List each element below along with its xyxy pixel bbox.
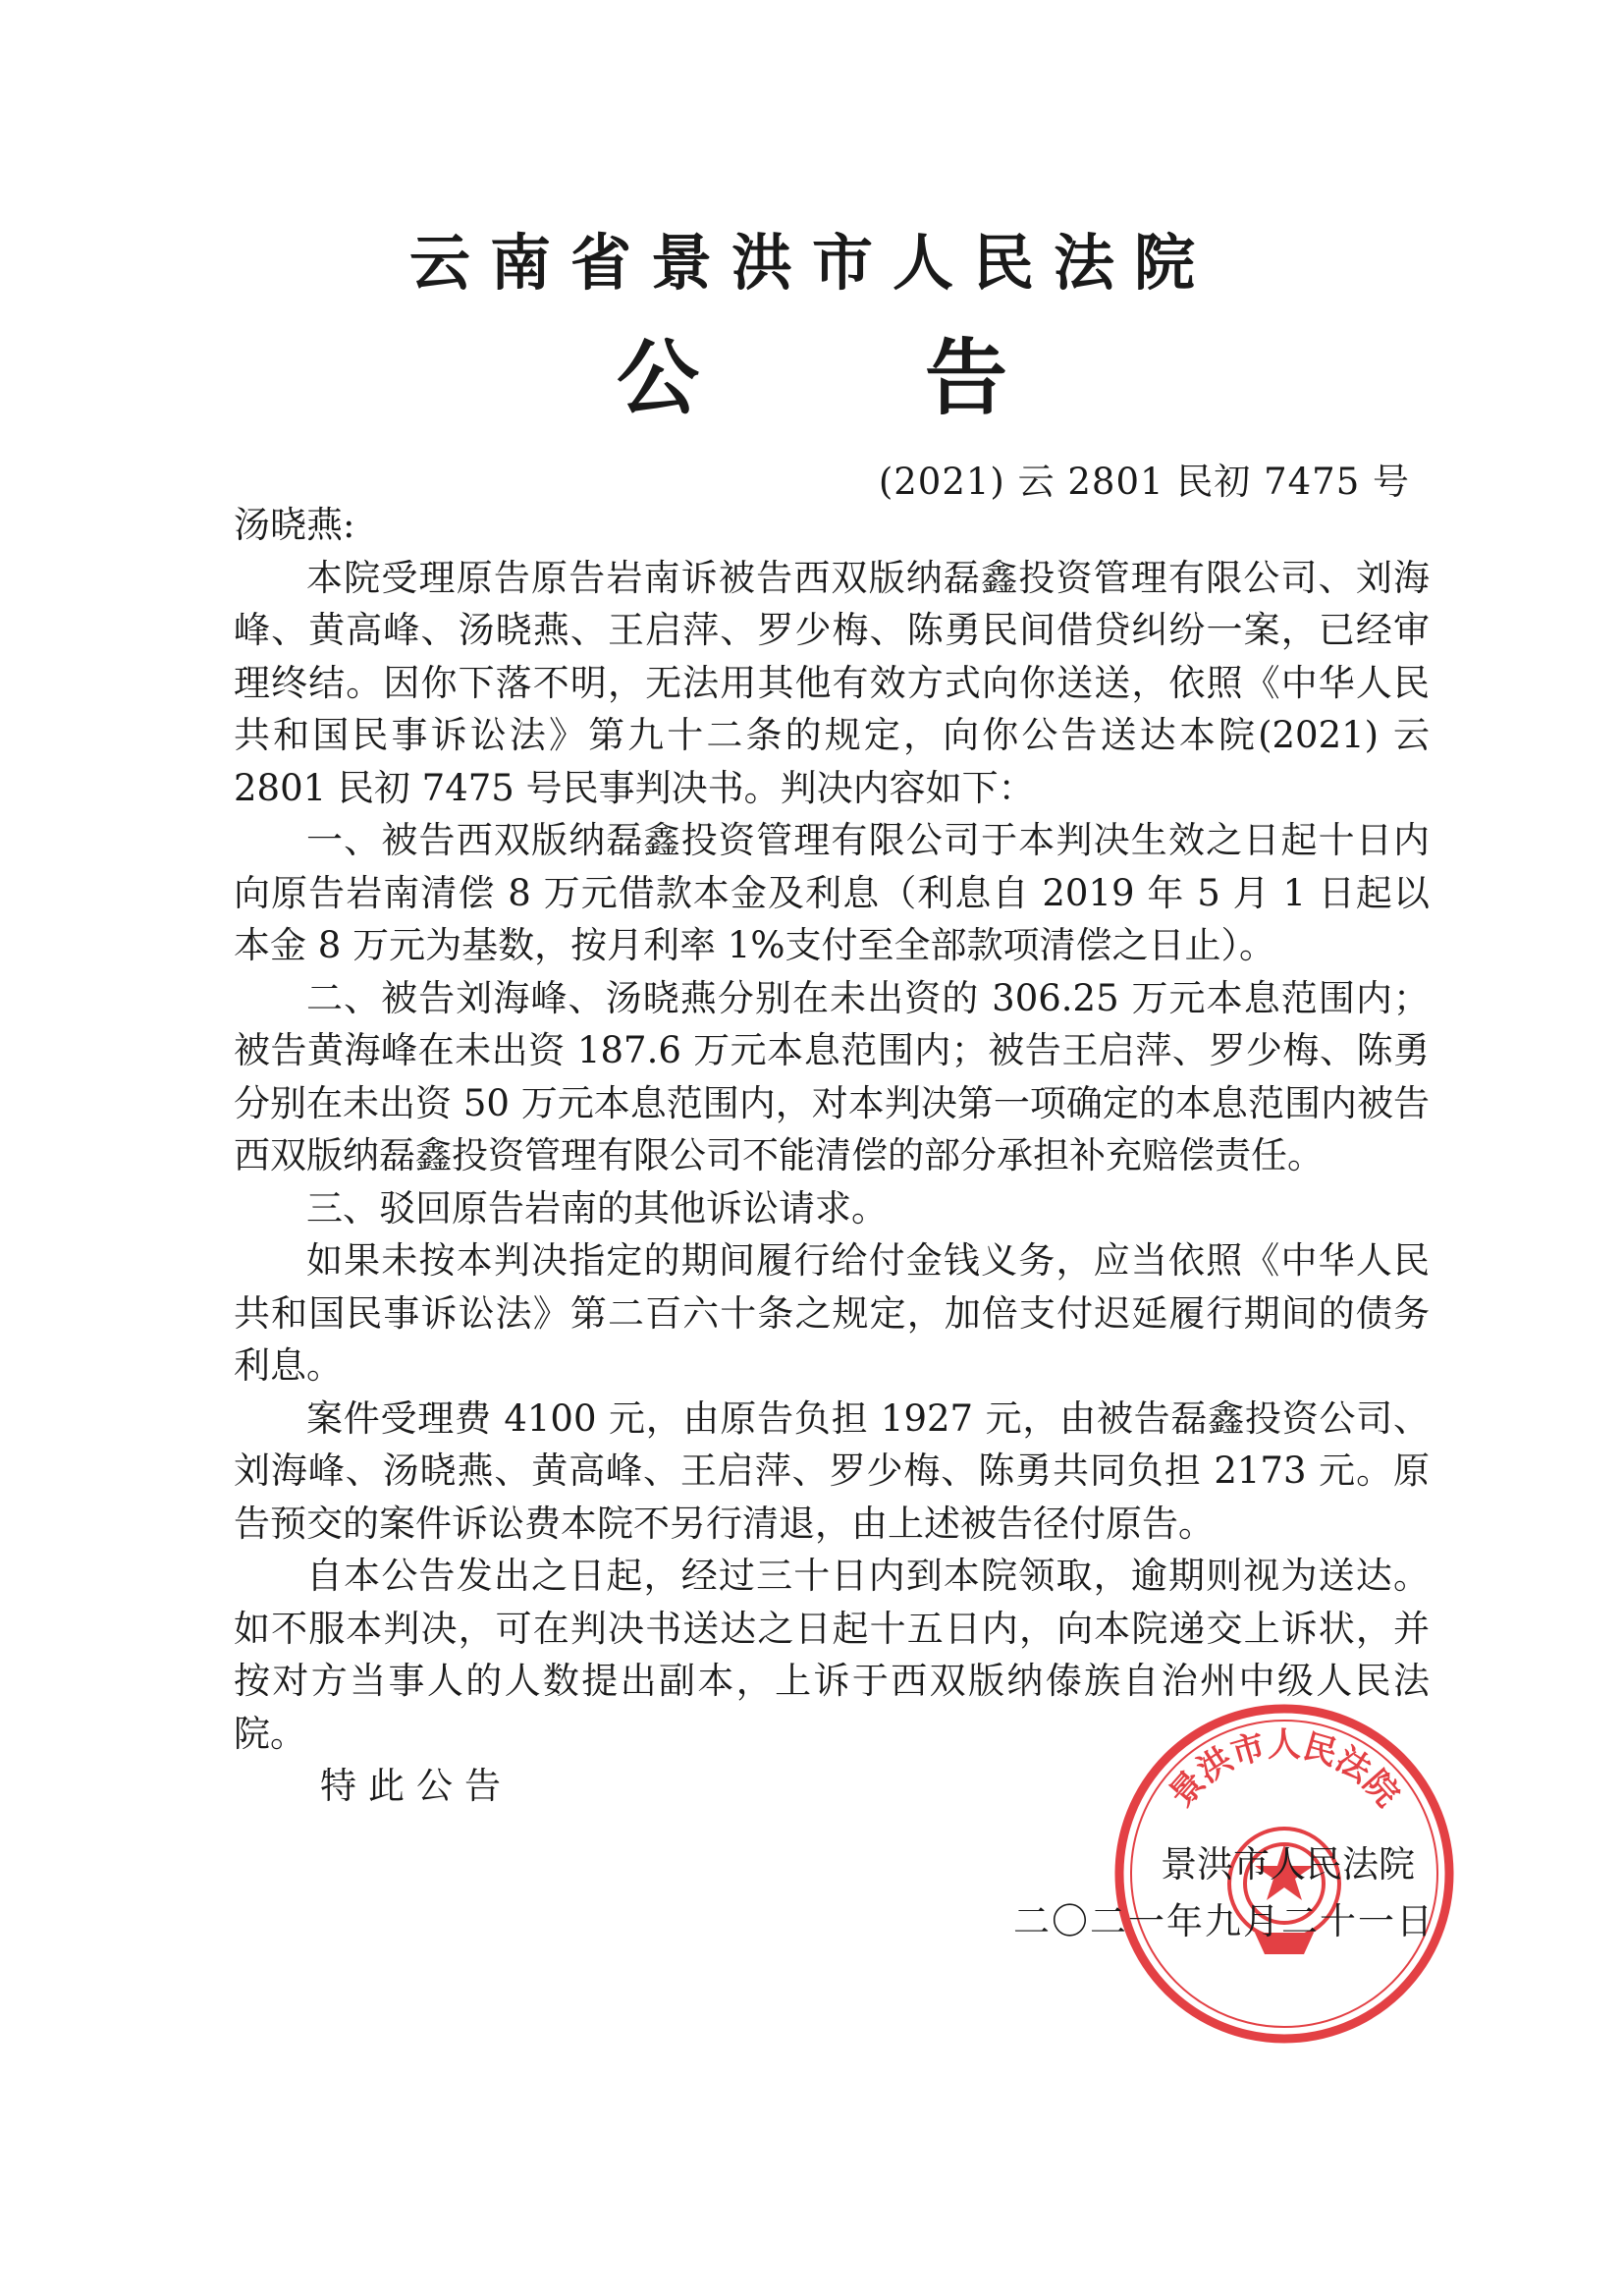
body-paragraph: 本院受理原告原告岩南诉被告西双版纳磊鑫投资管理有限公司、刘海峰、黄高峰、汤晓燕、王启萍、罗少梅、陈勇民间借贷纠纷一案，已经审理终结。因你下落不明，无法用其他有效方式向你送送，依照《中华人民共和国民事诉讼法》第九十二条的规定，向你公告送达本院(2021) 云 2801 民初 7475 号民事判决书。判决内容如下： bbox=[234, 556, 1430, 809]
document-type-heading bbox=[0, 312, 1624, 431]
body-paragraph: 自本公告发出之日起，经过三十日内到本院领取，逾期则视为送达。如不服本判决，可在判决书送达之日起十五日内，向本院递交上诉状，并按对方当事人的人数提出副本，上诉于西双版纳傣族自治州中级人民法院。 bbox=[234, 1555, 1430, 1755]
addressee: 汤晓燕: bbox=[234, 504, 355, 546]
doc-type-char: 告 bbox=[925, 330, 1008, 426]
seal-text: 景洪市人民法院 bbox=[1162, 1725, 1407, 1815]
signing-court: 景洪市人民法院 bbox=[1161, 1843, 1415, 1886]
signing-date: 二〇二一年九月二十一日 bbox=[1013, 1900, 1435, 1942]
case-number: (2021) 云 2801 民初 7475 号 bbox=[878, 461, 1410, 503]
court-name-heading: 云南省景洪市人民法院 bbox=[408, 227, 1215, 299]
doc-type-char: 公 bbox=[616, 330, 699, 426]
notice-body bbox=[234, 499, 1430, 1813]
body-paragraph: 案件受理费 4100 元，由原告负担 1927 元，由被告磊鑫投资公司、刘海峰、汤晓燕、黄高峰、王启萍、罗少梅、陈勇共同负担 2173 元。原告预交的案件诉讼费本院不另行清退，由上述被告径付原告。 bbox=[234, 1396, 1430, 1545]
closing-phrase: 特此公告 bbox=[320, 1765, 513, 1807]
svg-text:景洪市人民法院 bbox=[1162, 1725, 1406, 1815]
judgment-item-3: 三、驳回原告岩南的其他诉讼请求。 bbox=[306, 1186, 888, 1230]
judgment-item-2: 二、被告刘海峰、汤晓燕分别在未出资的 306.25 万元本息范围内；被告黄海峰在未出资 187.6 万元本息范围内；被告王启萍、罗少梅、陈勇分别在未出资 50 万元本息范围内，对本判决第一项确定的本息范围内被告西双版纳磊鑫投资管理有限公司不能清偿的部分承担补充赔偿责任。 bbox=[234, 976, 1430, 1176]
body-paragraph: 如果未按本判决指定的期间履行给付金钱义务，应当依照《中华人民共和国民事诉讼法》第二百六十条之规定，加倍支付迟延履行期间的债务利息。 bbox=[234, 1239, 1430, 1387]
judgment-item-1: 一、被告西双版纳磊鑫投资管理有限公司于本判决生效之日起十日内向原告岩南清偿 8 万元借款本金及利息（利息自 2019 年 5 月 1 日起以本金 8 万元为基数，按月利率 1%支付至全部款项清偿之日止）。 bbox=[234, 819, 1430, 966]
